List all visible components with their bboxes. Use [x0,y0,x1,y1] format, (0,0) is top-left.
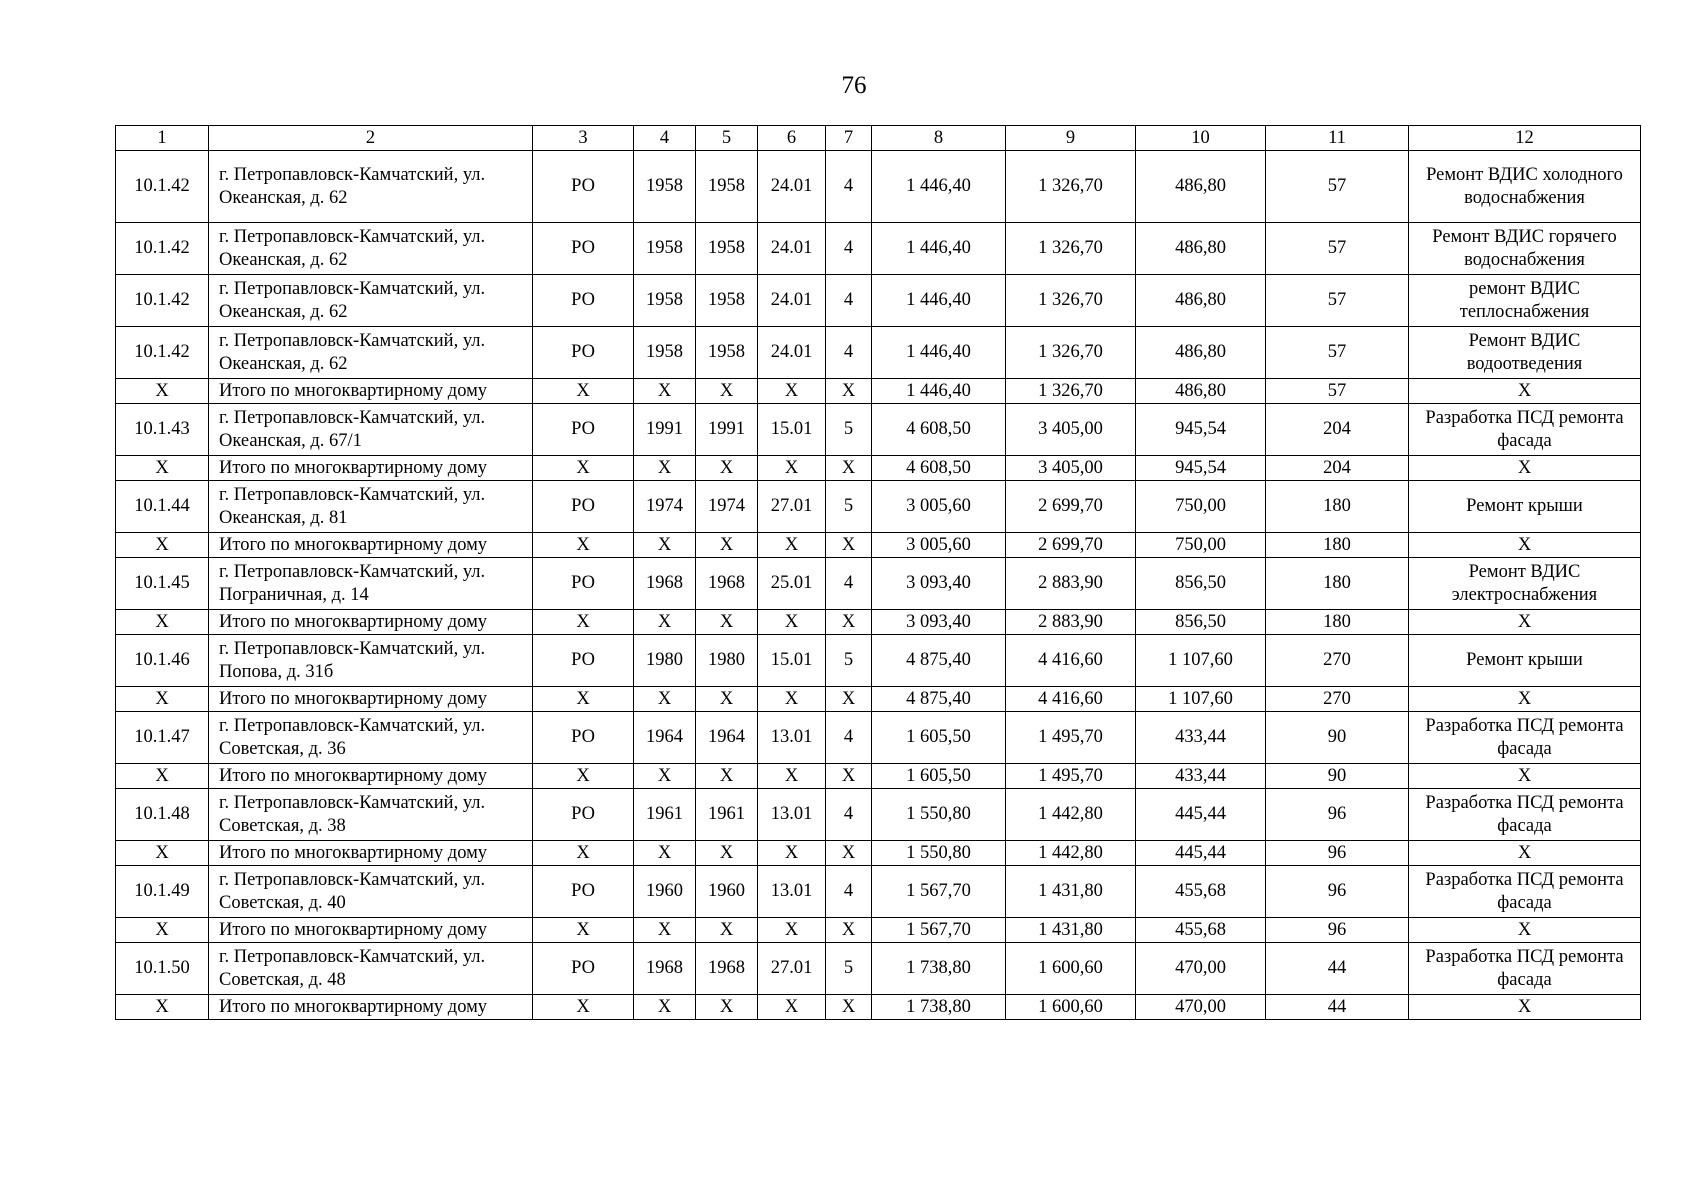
owner-cell: РО [533,635,634,687]
non-living-area-cell: 1 107,60 [1136,687,1266,712]
living-area-cell: 3 405,00 [1006,456,1136,481]
row-number-cell: X [116,995,209,1020]
commissioning-year-cell: X [634,918,696,943]
floors-cell: 4 [826,151,872,223]
floors-cell: X [826,841,872,866]
residents-cell: 57 [1266,327,1409,379]
total-area-cell: 1 550,80 [872,841,1006,866]
residents-cell: 57 [1266,379,1409,404]
living-area-cell: 1 495,70 [1006,764,1136,789]
house-total-row [116,533,1641,558]
floors-cell: X [826,379,872,404]
table-row [116,943,1641,995]
address-cell: г. Петропавловск-Камчатский, ул. Попова, д. 31б [209,635,533,687]
residents-cell: 204 [1266,456,1409,481]
non-living-area-cell: 945,54 [1136,456,1266,481]
floors-cell: X [826,456,872,481]
residents-cell: 57 [1266,275,1409,327]
wall-material-cell: 24.01 [758,223,826,275]
work-type-cell: X [1409,456,1641,481]
address-cell: Итого по многоквартирному дому [209,918,533,943]
floors-cell: X [826,918,872,943]
owner-cell: X [533,379,634,404]
address-cell: г. Петропавловск-Камчатский, ул. Советская, д. 38 [209,789,533,841]
wall-material-cell: X [758,918,826,943]
total-area-cell: 1 446,40 [872,151,1006,223]
total-area-cell: 1 605,50 [872,712,1006,764]
column-number: 1 [116,126,209,151]
floors-cell: 4 [826,866,872,918]
work-type-cell: Разработка ПСД ремонта фасада [1409,712,1641,764]
table-row [116,481,1641,533]
living-area-cell: 2 699,70 [1006,481,1136,533]
table-row [116,866,1641,918]
total-area-cell: 1 446,40 [872,275,1006,327]
row-number-cell: 10.1.48 [116,789,209,841]
living-area-cell: 1 600,60 [1006,995,1136,1020]
row-number-cell: X [116,918,209,943]
wall-material-cell: 27.01 [758,943,826,995]
address-cell: г. Петропавловск-Камчатский, ул. Советская, д. 36 [209,712,533,764]
living-area-cell: 1 326,70 [1006,379,1136,404]
row-number-cell: 10.1.47 [116,712,209,764]
wall-material-cell: 15.01 [758,635,826,687]
column-number: 10 [1136,126,1266,151]
work-type-cell: X [1409,379,1641,404]
reconstruction-year-cell: 1964 [696,712,758,764]
house-total-row [116,764,1641,789]
wall-material-cell: X [758,995,826,1020]
floors-cell: X [826,764,872,789]
living-area-cell: 3 405,00 [1006,404,1136,456]
commissioning-year-cell: X [634,533,696,558]
work-type-cell: X [1409,610,1641,635]
wall-material-cell: 13.01 [758,789,826,841]
floors-cell: X [826,995,872,1020]
row-number-cell: 10.1.43 [116,404,209,456]
residents-cell: 44 [1266,995,1409,1020]
work-type-cell: Ремонт ВДИС водоотведения [1409,327,1641,379]
floors-cell: X [826,610,872,635]
total-area-cell: 3 005,60 [872,481,1006,533]
reconstruction-year-cell: X [696,379,758,404]
reconstruction-year-cell: 1958 [696,275,758,327]
non-living-area-cell: 455,68 [1136,866,1266,918]
address-cell: г. Петропавловск-Камчатский, ул. Океанская, д. 67/1 [209,404,533,456]
address-cell: г. Петропавловск-Камчатский, ул. Океанская, д. 62 [209,327,533,379]
floors-cell: 4 [826,712,872,764]
non-living-area-cell: 433,44 [1136,712,1266,764]
residents-cell: 96 [1266,918,1409,943]
owner-cell: РО [533,275,634,327]
living-area-cell: 1 495,70 [1006,712,1136,764]
row-number-cell: 10.1.42 [116,151,209,223]
residents-cell: 180 [1266,558,1409,610]
commissioning-year-cell: X [634,456,696,481]
owner-cell: РО [533,151,634,223]
non-living-area-cell: 750,00 [1136,481,1266,533]
non-living-area-cell: 1 107,60 [1136,635,1266,687]
total-area-cell: 1 738,80 [872,943,1006,995]
total-area-cell: 3 005,60 [872,533,1006,558]
living-area-cell: 1 442,80 [1006,841,1136,866]
residents-cell: 57 [1266,223,1409,275]
non-living-area-cell: 486,80 [1136,151,1266,223]
commissioning-year-cell: X [634,995,696,1020]
non-living-area-cell: 856,50 [1136,558,1266,610]
total-area-cell: 3 093,40 [872,558,1006,610]
floors-cell: 4 [826,558,872,610]
house-total-row [116,918,1641,943]
non-living-area-cell: 445,44 [1136,789,1266,841]
owner-cell: РО [533,789,634,841]
residents-cell: 270 [1266,687,1409,712]
owner-cell: РО [533,327,634,379]
commissioning-year-cell: X [634,610,696,635]
column-number: 12 [1409,126,1641,151]
reconstruction-year-cell: 1968 [696,558,758,610]
column-number: 3 [533,126,634,151]
work-type-cell: Ремонт крыши [1409,481,1641,533]
row-number-cell: X [116,610,209,635]
wall-material-cell: X [758,379,826,404]
residents-cell: 96 [1266,789,1409,841]
reconstruction-year-cell: 1991 [696,404,758,456]
house-total-row [116,687,1641,712]
address-cell: г. Петропавловск-Камчатский, ул. Океанская, д. 62 [209,275,533,327]
reconstruction-year-cell: X [696,456,758,481]
commissioning-year-cell: 1968 [634,558,696,610]
living-area-cell: 1 442,80 [1006,789,1136,841]
residents-cell: 96 [1266,866,1409,918]
row-number-cell: X [116,379,209,404]
living-area-cell: 4 416,60 [1006,687,1136,712]
reconstruction-year-cell: X [696,687,758,712]
address-cell: Итого по многоквартирному дому [209,456,533,481]
row-number-cell: 10.1.44 [116,481,209,533]
reconstruction-year-cell: 1958 [696,151,758,223]
reconstruction-year-cell: 1958 [696,223,758,275]
reconstruction-year-cell: X [696,918,758,943]
total-area-cell: 1 605,50 [872,764,1006,789]
residents-cell: 57 [1266,151,1409,223]
floors-cell: 4 [826,275,872,327]
reconstruction-year-cell: 1968 [696,943,758,995]
wall-material-cell: X [758,764,826,789]
living-area-cell: 1 600,60 [1006,943,1136,995]
row-number-cell: X [116,533,209,558]
row-number-cell: X [116,764,209,789]
repair-program-table [115,125,1641,1020]
address-cell: Итого по многоквартирному дому [209,533,533,558]
column-number-row [116,126,1641,151]
house-total-row [116,379,1641,404]
address-cell: г. Петропавловск-Камчатский, ул. Пограничная, д. 14 [209,558,533,610]
residents-cell: 90 [1266,712,1409,764]
living-area-cell: 1 431,80 [1006,866,1136,918]
living-area-cell: 1 326,70 [1006,151,1136,223]
work-type-cell: X [1409,764,1641,789]
address-cell: г. Петропавловск-Камчатский, ул. Океанская, д. 62 [209,223,533,275]
residents-cell: 270 [1266,635,1409,687]
total-area-cell: 4 608,50 [872,456,1006,481]
house-total-row [116,456,1641,481]
address-cell: Итого по многоквартирному дому [209,687,533,712]
living-area-cell: 2 883,90 [1006,610,1136,635]
total-area-cell: 1 446,40 [872,379,1006,404]
total-area-cell: 4 875,40 [872,635,1006,687]
non-living-area-cell: 470,00 [1136,943,1266,995]
column-number: 5 [696,126,758,151]
work-type-cell: X [1409,533,1641,558]
address-cell: Итого по многоквартирному дому [209,610,533,635]
owner-cell: X [533,533,634,558]
address-cell: Итого по многоквартирному дому [209,764,533,789]
row-number-cell: 10.1.45 [116,558,209,610]
total-area-cell: 1 567,70 [872,918,1006,943]
column-number: 11 [1266,126,1409,151]
table-row [116,327,1641,379]
wall-material-cell: 24.01 [758,151,826,223]
wall-material-cell: X [758,610,826,635]
commissioning-year-cell: 1980 [634,635,696,687]
owner-cell: РО [533,866,634,918]
residents-cell: 180 [1266,610,1409,635]
row-number-cell: X [116,687,209,712]
work-type-cell: Разработка ПСД ремонта фасада [1409,943,1641,995]
commissioning-year-cell: 1960 [634,866,696,918]
wall-material-cell: 25.01 [758,558,826,610]
row-number-cell: 10.1.50 [116,943,209,995]
owner-cell: X [533,918,634,943]
living-area-cell: 4 416,60 [1006,635,1136,687]
table-row [116,223,1641,275]
non-living-area-cell: 945,54 [1136,404,1266,456]
residents-cell: 180 [1266,533,1409,558]
reconstruction-year-cell: 1980 [696,635,758,687]
work-type-cell: X [1409,918,1641,943]
wall-material-cell: X [758,456,826,481]
owner-cell: X [533,764,634,789]
address-cell: г. Петропавловск-Камчатский, ул. Океанская, д. 81 [209,481,533,533]
house-total-row [116,841,1641,866]
address-cell: Итого по многоквартирному дому [209,841,533,866]
total-area-cell: 1 446,40 [872,223,1006,275]
total-area-cell: 1 446,40 [872,327,1006,379]
floors-cell: 4 [826,789,872,841]
work-type-cell: X [1409,995,1641,1020]
reconstruction-year-cell: 1958 [696,327,758,379]
non-living-area-cell: 455,68 [1136,918,1266,943]
table-row [116,789,1641,841]
work-type-cell: Ремонт ВДИС холодного водоснабжения [1409,151,1641,223]
owner-cell: РО [533,943,634,995]
commissioning-year-cell: 1958 [634,151,696,223]
commissioning-year-cell: 1958 [634,327,696,379]
reconstruction-year-cell: 1961 [696,789,758,841]
column-number: 2 [209,126,533,151]
row-number-cell: X [116,456,209,481]
living-area-cell: 1 326,70 [1006,327,1136,379]
owner-cell: X [533,610,634,635]
floors-cell: 4 [826,327,872,379]
non-living-area-cell: 486,80 [1136,379,1266,404]
living-area-cell: 1 326,70 [1006,275,1136,327]
reconstruction-year-cell: X [696,533,758,558]
page-number: 76 [841,72,867,99]
commissioning-year-cell: 1961 [634,789,696,841]
non-living-area-cell: 445,44 [1136,841,1266,866]
wall-material-cell: 13.01 [758,866,826,918]
commissioning-year-cell: 1964 [634,712,696,764]
row-number-cell: X [116,841,209,866]
table-row [116,151,1641,223]
living-area-cell: 2 883,90 [1006,558,1136,610]
living-area-cell: 1 326,70 [1006,223,1136,275]
residents-cell: 90 [1266,764,1409,789]
table-body [116,151,1641,1020]
wall-material-cell: 27.01 [758,481,826,533]
column-number: 4 [634,126,696,151]
work-type-cell: X [1409,841,1641,866]
address-cell: г. Петропавловск-Камчатский, ул. Советская, д. 48 [209,943,533,995]
total-area-cell: 1 567,70 [872,866,1006,918]
floors-cell: 4 [826,223,872,275]
owner-cell: РО [533,404,634,456]
residents-cell: 180 [1266,481,1409,533]
owner-cell: X [533,995,634,1020]
floors-cell: 5 [826,943,872,995]
commissioning-year-cell: 1968 [634,943,696,995]
table-row [116,558,1641,610]
reconstruction-year-cell: 1974 [696,481,758,533]
reconstruction-year-cell: X [696,610,758,635]
living-area-cell: 1 431,80 [1006,918,1136,943]
owner-cell: X [533,456,634,481]
table-row [116,712,1641,764]
commissioning-year-cell: X [634,379,696,404]
residents-cell: 204 [1266,404,1409,456]
wall-material-cell: 15.01 [758,404,826,456]
table-row [116,404,1641,456]
work-type-cell: ремонт ВДИС теплоснабжения [1409,275,1641,327]
table-row [116,635,1641,687]
row-number-cell: 10.1.42 [116,275,209,327]
wall-material-cell: 13.01 [758,712,826,764]
house-total-row [116,995,1641,1020]
work-type-cell: Разработка ПСД ремонта фасада [1409,789,1641,841]
commissioning-year-cell: X [634,841,696,866]
house-total-row [116,610,1641,635]
owner-cell: X [533,841,634,866]
total-area-cell: 4 875,40 [872,687,1006,712]
row-number-cell: 10.1.42 [116,223,209,275]
owner-cell: РО [533,558,634,610]
owner-cell: X [533,687,634,712]
wall-material-cell: 24.01 [758,275,826,327]
non-living-area-cell: 486,80 [1136,327,1266,379]
owner-cell: РО [533,712,634,764]
work-type-cell: Ремонт крыши [1409,635,1641,687]
commissioning-year-cell: 1974 [634,481,696,533]
table-row [116,275,1641,327]
column-number: 9 [1006,126,1136,151]
wall-material-cell: X [758,841,826,866]
floors-cell: 5 [826,481,872,533]
total-area-cell: 4 608,50 [872,404,1006,456]
wall-material-cell: 24.01 [758,327,826,379]
address-cell: г. Петропавловск-Камчатский, ул. Советская, д. 40 [209,866,533,918]
column-number: 6 [758,126,826,151]
non-living-area-cell: 486,80 [1136,223,1266,275]
reconstruction-year-cell: X [696,764,758,789]
reconstruction-year-cell: X [696,841,758,866]
total-area-cell: 1 550,80 [872,789,1006,841]
address-cell: г. Петропавловск-Камчатский, ул. Океанская, д. 62 [209,151,533,223]
owner-cell: РО [533,223,634,275]
work-type-cell: Ремонт ВДИС горячего водоснабжения [1409,223,1641,275]
reconstruction-year-cell: 1960 [696,866,758,918]
wall-material-cell: X [758,533,826,558]
non-living-area-cell: 486,80 [1136,275,1266,327]
floors-cell: 5 [826,635,872,687]
non-living-area-cell: 433,44 [1136,764,1266,789]
owner-cell: РО [533,481,634,533]
living-area-cell: 2 699,70 [1006,533,1136,558]
residents-cell: 96 [1266,841,1409,866]
total-area-cell: 3 093,40 [872,610,1006,635]
residents-cell: 44 [1266,943,1409,995]
commissioning-year-cell: X [634,764,696,789]
floors-cell: X [826,533,872,558]
commissioning-year-cell: 1958 [634,275,696,327]
work-type-cell: X [1409,687,1641,712]
row-number-cell: 10.1.46 [116,635,209,687]
work-type-cell: Разработка ПСД ремонта фасада [1409,866,1641,918]
reconstruction-year-cell: X [696,995,758,1020]
address-cell: Итого по многоквартирному дому [209,379,533,404]
commissioning-year-cell: X [634,687,696,712]
wall-material-cell: X [758,687,826,712]
non-living-area-cell: 856,50 [1136,610,1266,635]
row-number-cell: 10.1.49 [116,866,209,918]
total-area-cell: 1 738,80 [872,995,1006,1020]
column-number: 8 [872,126,1006,151]
address-cell: Итого по многоквартирному дому [209,995,533,1020]
column-number: 7 [826,126,872,151]
work-type-cell: Разработка ПСД ремонта фасада [1409,404,1641,456]
non-living-area-cell: 750,00 [1136,533,1266,558]
work-type-cell: Ремонт ВДИС электроснабжения [1409,558,1641,610]
floors-cell: X [826,687,872,712]
floors-cell: 5 [826,404,872,456]
non-living-area-cell: 470,00 [1136,995,1266,1020]
commissioning-year-cell: 1991 [634,404,696,456]
row-number-cell: 10.1.42 [116,327,209,379]
commissioning-year-cell: 1958 [634,223,696,275]
